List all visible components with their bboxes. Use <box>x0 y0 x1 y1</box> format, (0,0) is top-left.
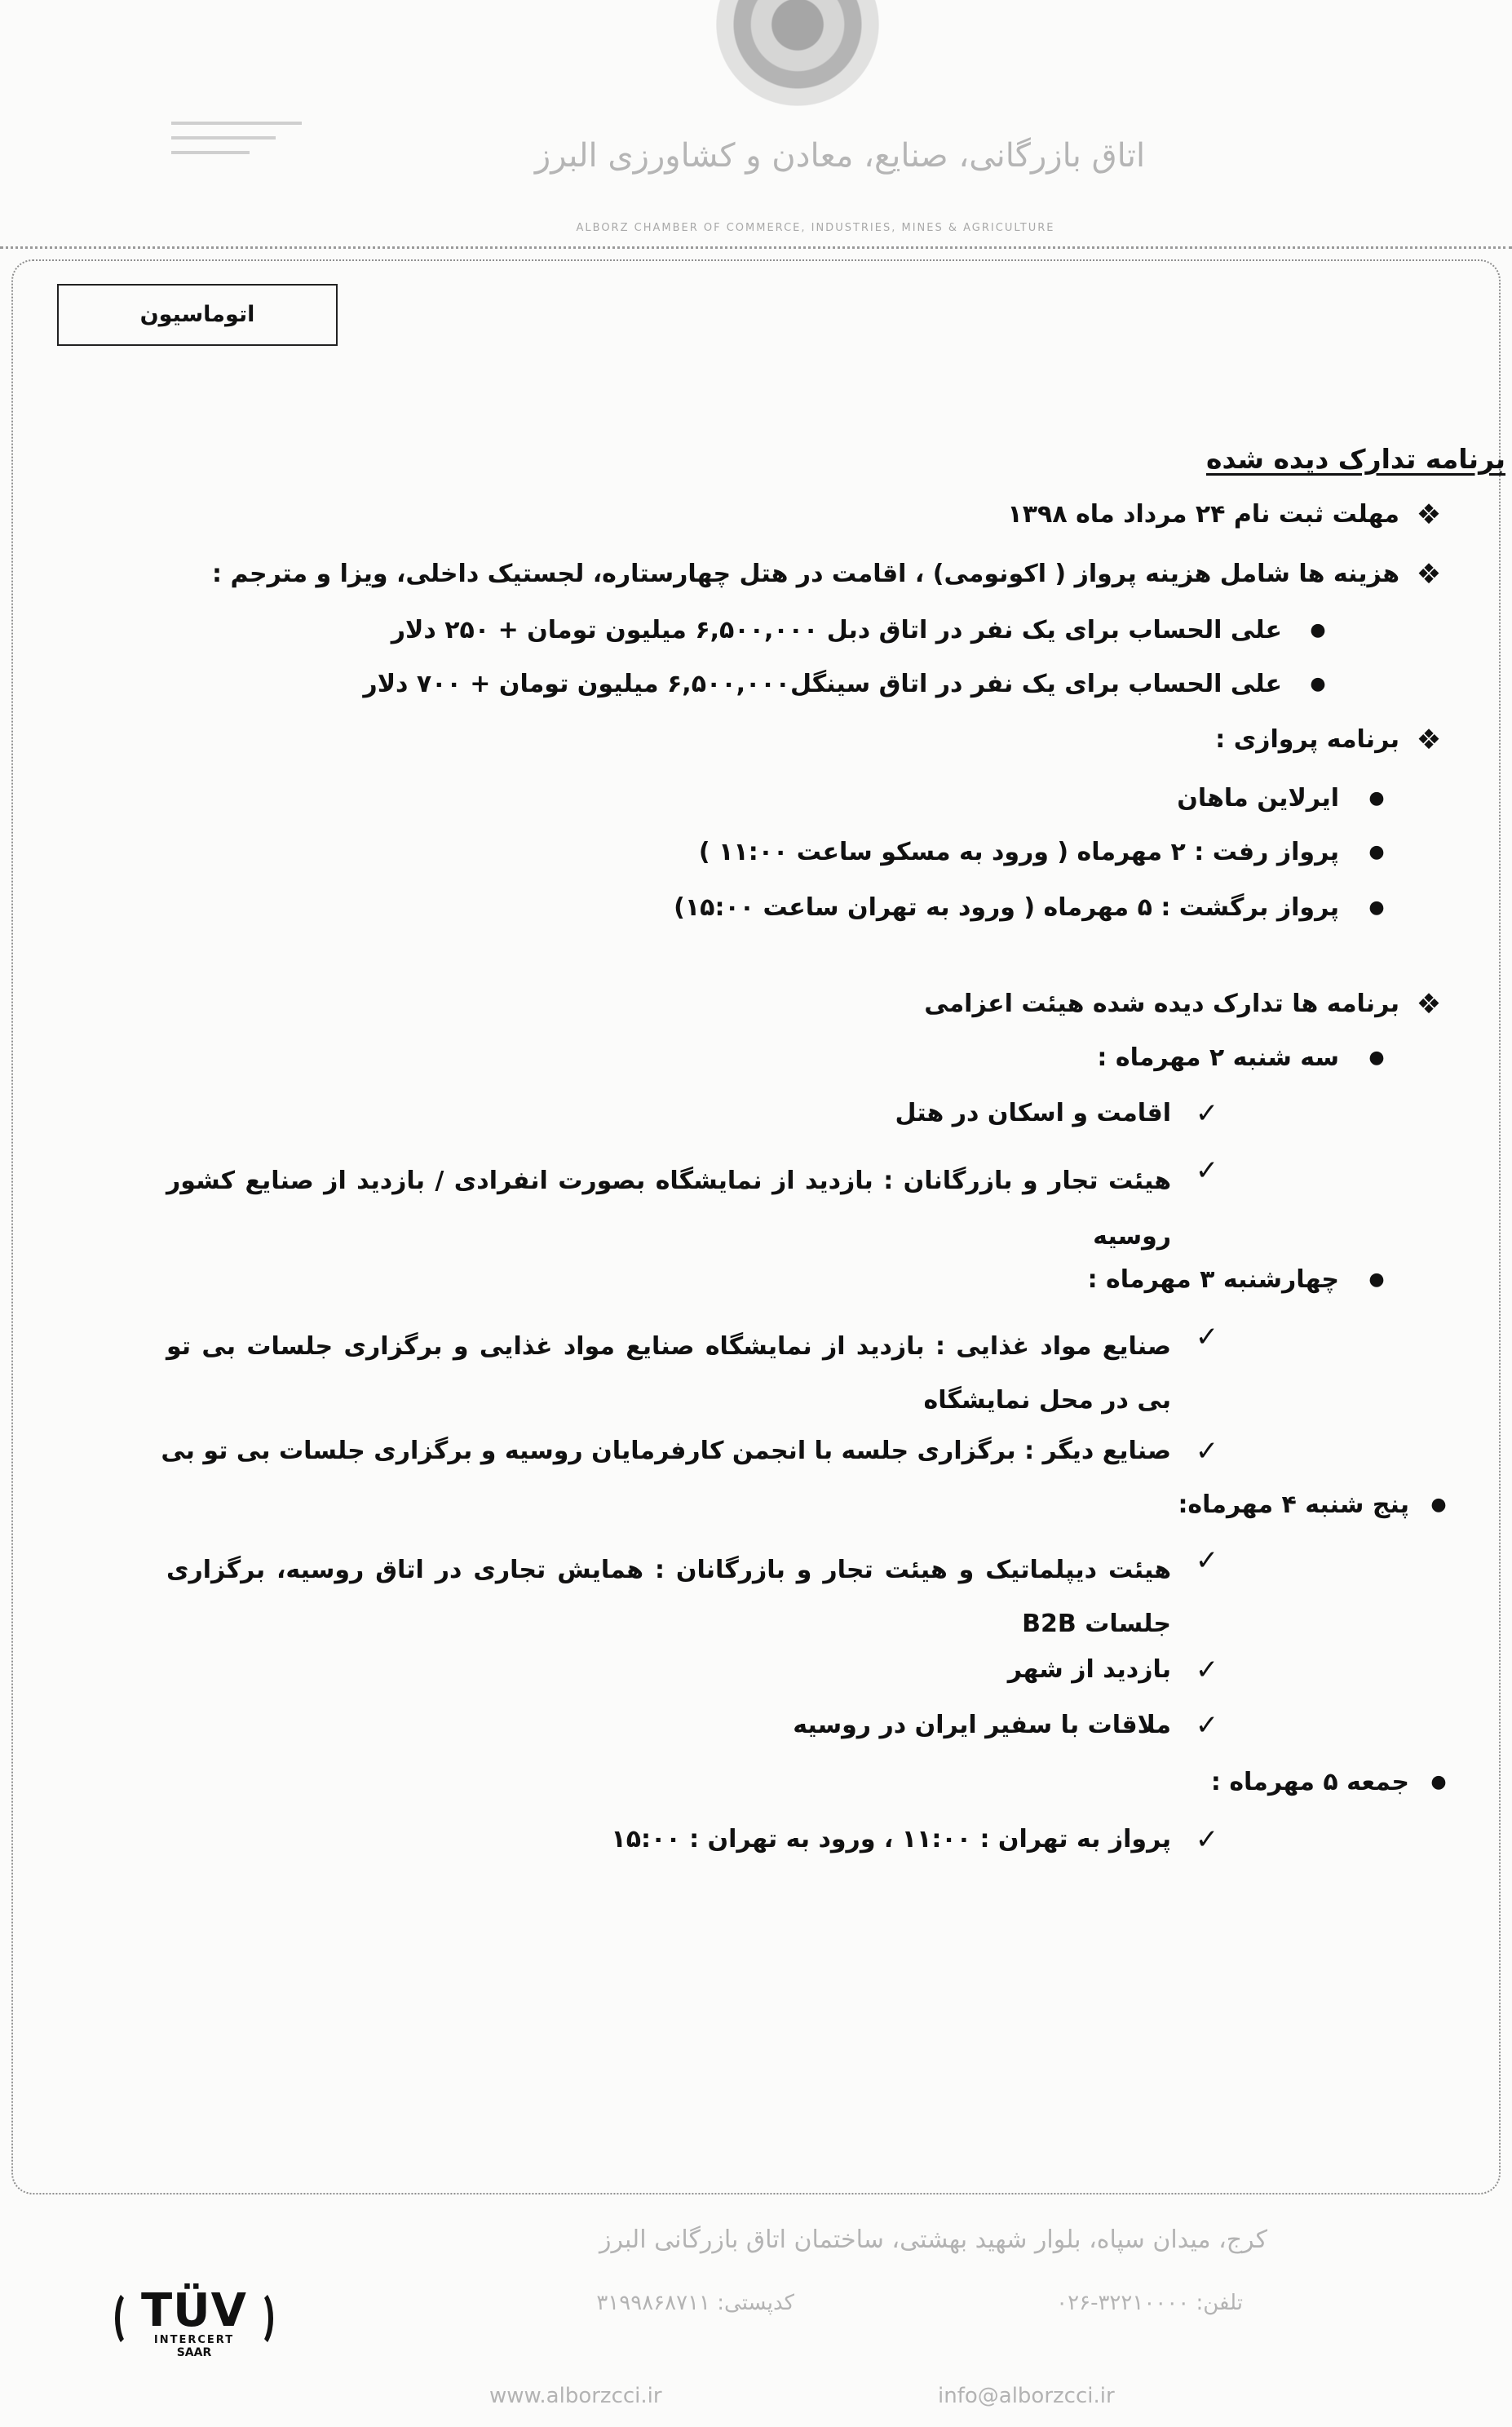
round-bullet-icon: ● <box>1310 620 1326 640</box>
cost-single-room: علی الحساب برای یک نفر در اتاق سینگل۶,۵۰۰,۰۰۰ میلیون تومان + ۷۰۰ دلار <box>363 670 1282 698</box>
day4-title: جمعه ۵ مهرماه : <box>1210 1768 1409 1796</box>
letterhead-subtitle: ALBORZ CHAMBER OF COMMERCE, INDUSTRIES, MINES & AGRICULTURE <box>576 222 1055 234</box>
footer-email: info@alborzcci.ir <box>938 2384 1115 2408</box>
day1-item-exhibition: هیئت تجار و بازرگانان : بازدید از نمایشگاه بصورت انفرادی / بازدید از صنایع کشور روسیه <box>166 1167 1171 1251</box>
registration-deadline: مهلت ثبت نام ۲۴ مرداد ماه ۱۳۹۸ <box>1007 500 1399 529</box>
flight-program-heading: برنامه پروازی : <box>1215 725 1399 754</box>
chamber-seal-logo <box>716 0 879 106</box>
diamond-bullet-icon: ❖ <box>1416 558 1442 591</box>
cost-double-room: علی الحساب برای یک نفر در اتاق دبل ۶,۵۰۰,۰۰۰ میلیون تومان + ۲۵۰ دلار <box>391 616 1282 644</box>
checkmark-icon: ✓ <box>1195 1097 1219 1130</box>
letterhead-divider <box>0 246 1512 249</box>
day2-title: چهارشنبه ۳ مهرماه : <box>1087 1265 1339 1294</box>
tuv-logo-line2: SAAR <box>176 2346 212 2359</box>
round-bullet-icon: ● <box>1368 1269 1385 1290</box>
department-box: اتوماسیون <box>57 284 338 346</box>
airline-name: ایرلاین ماهان <box>1177 784 1339 813</box>
day3-item-ambassador-meeting: ملاقات با سفیر ایران در روسیه <box>793 1711 1171 1739</box>
day2-item-food-industry: صنایع مواد غذایی : بازدید از نمایشگاه صنایع مواد غذایی و برگزاری جلسات بی تو بی در محل نمایشگاه <box>166 1332 1171 1415</box>
diamond-bullet-icon: ❖ <box>1416 724 1442 756</box>
costs-intro: هزینه ها شامل هزینه پرواز ( اکونومی) ، اقامت در هتل چهارستاره، لجستیک داخلی، ویزا و مترجم : <box>212 560 1399 588</box>
day4-item-return-flight: پرواز به تهران : ۱۱:۰۰ ، ورود به تهران : ۱۵:۰۰ <box>611 1825 1171 1853</box>
tuv-logo-line1: INTERCERT <box>153 2334 235 2346</box>
checkmark-icon: ✓ <box>1195 1321 1219 1353</box>
outbound-flight: پرواز رفت : ۲ مهرماه ( ورود به مسکو ساعت ۱۱:۰۰ ) <box>698 838 1339 866</box>
checkmark-icon: ✓ <box>1195 1544 1219 1577</box>
return-flight: پرواز برگشت : ۵ مهرماه ( ورود به تهران ساعت ۱۵:۰۰) <box>674 893 1339 922</box>
day2-item-other-industries: صنایع دیگر : برگزاری جلسه با انجمن کارفرمایان روسیه و برگزاری جلسات بی تو بی <box>161 1437 1171 1465</box>
day3-item-business-forum: هیئت دیپلماتیک و هیئت تجار و بازرگانان : همایش تجاری در اتاق روسیه، برگزاری جلسات B2B <box>166 1556 1171 1638</box>
footer-phone: تلفن: ۳۲۲۱۰۰۰۰-۰۲۶ <box>1056 2291 1243 2315</box>
round-bullet-icon: ● <box>1430 1495 1447 1515</box>
letterhead-title: اتاق بازرگانی، صنایع، معادن و کشاورزی البرز <box>534 137 1146 175</box>
checkmark-icon: ✓ <box>1195 1823 1219 1856</box>
checkmark-icon: ✓ <box>1195 1654 1219 1686</box>
tuv-certification-logo <box>104 2284 284 2398</box>
round-bullet-icon: ● <box>1310 674 1326 694</box>
round-bullet-icon: ● <box>1368 842 1385 862</box>
day3-title: پنج شنبه ۴ مهرماه: <box>1178 1490 1409 1519</box>
day1-title: سه شنبه ۲ مهرماه : <box>1097 1043 1339 1072</box>
footer-postal-code: کدپستی: ۳۱۹۹۸۶۸۷۱۱ <box>596 2291 794 2315</box>
day3-item-city-tour: بازدید از شهر <box>1007 1655 1171 1684</box>
tuv-logo-name: TÜV <box>117 2284 272 2337</box>
footer-website: www.alborzcci.ir <box>489 2384 662 2408</box>
round-bullet-icon: ● <box>1430 1772 1447 1792</box>
day1-item-hotel: اقامت و اسکان در هتل <box>895 1099 1171 1127</box>
program-heading: برنامه تدارک دیده شده <box>1205 443 1505 475</box>
checkmark-icon: ✓ <box>1195 1154 1219 1187</box>
footer-address: کرج، میدان سپاه، بلوار شهید بهشتی، ساختمان اتاق بازرگانی البرز <box>599 2225 1267 2254</box>
diamond-bullet-icon: ❖ <box>1416 988 1442 1021</box>
delegation-heading: برنامه ها تدارک دیده شده هیئت اعزامی <box>924 990 1399 1018</box>
round-bullet-icon: ● <box>1368 788 1385 808</box>
checkmark-icon: ✓ <box>1195 1435 1219 1468</box>
diamond-bullet-icon: ❖ <box>1416 498 1442 531</box>
round-bullet-icon: ● <box>1368 897 1385 918</box>
round-bullet-icon: ● <box>1368 1047 1385 1068</box>
checkmark-icon: ✓ <box>1195 1709 1219 1742</box>
letterhead-reference-lines <box>171 110 302 166</box>
